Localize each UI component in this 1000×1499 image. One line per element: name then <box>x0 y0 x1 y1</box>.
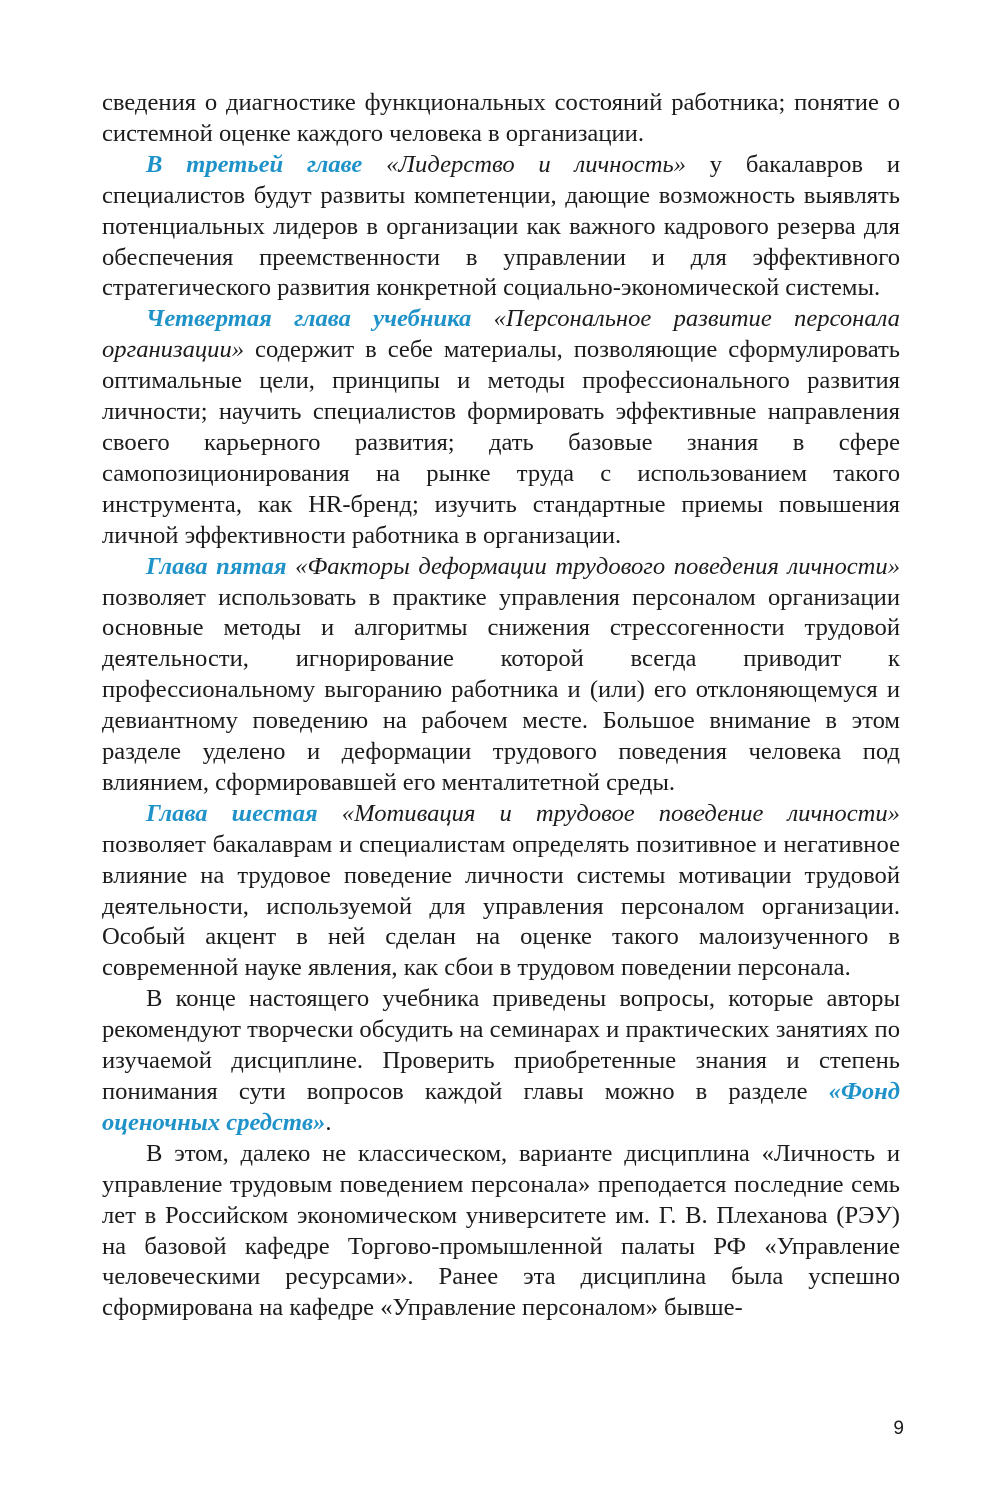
paragraph-text: содержит в себе материалы, позволяющие сформулировать оптимальные цели, принципы и методы профессионального развития личности; научить специалистов формировать эффективные направления своего карьерного развития; дать базовые знания в сфере самопозиционирования на рынке труда с использованием такого инструмента, как HR-бренд; изучить стандартные приемы повышения личной эффективности работника в организации. <box>102 336 900 549</box>
paragraph-end: . <box>325 1108 332 1136</box>
chapter-title: «Персональное развитие персонала организации» <box>102 305 900 364</box>
paragraph-text: сведения о диагностике функциональных состояний работника; понятие о системной оценке каждого человека в организации. <box>102 89 900 147</box>
chapter-lead: В третьей главе <box>146 150 363 178</box>
paragraph-text: у бакалавров и специалистов будут развиты компетенции, дающие возможность выявлять потенциальных лидеров в организации как важного кадрового резерва для обеспечения преемственности в управлении и для эффективного стратегического развития конкретной социально-экономической системы. <box>102 150 900 302</box>
section-reference: «Фонд оценочных средств» <box>102 1078 900 1136</box>
paragraph-chapter-4 <box>102 304 900 551</box>
chapter-title: «Факторы деформации трудового поведения личности» <box>286 552 901 580</box>
paragraph-chapter-3 <box>102 150 900 305</box>
chapter-title: «Лидерство и личность» <box>362 150 686 178</box>
page-body <box>102 88 900 1324</box>
paragraph-intro-continuation <box>102 88 900 150</box>
paragraph-text: В этом, далеко не классическом, варианте дисциплина «Личность и управление трудовым поведением персонала» преподается последние семь лет в Российском экономическом университете им. Г. В. Плеханова (РЭУ) на базовой кафедре Торгово-промышленной палаты РФ «Управление человеческими ресурсами». Ранее эта дисциплина была успешно сформирована на кафедре «Управление персоналом» бывше- <box>102 1139 900 1322</box>
paragraph-text: В конце настоящего учебника приведены вопросы, которые авторы рекомендуют творчески обсудить на семинарах и практических занятиях по изучаемой дисциплине. Проверить приобретенные знания и степень понимания сути вопросов каждой главы можно в разделе <box>102 985 900 1105</box>
paragraph-text: позволяет бакалаврам и специалистам определять позитивное и негативное влияние на трудовое поведение личности системы мотивации трудовой деятельности, используемой для управления персоналом организации. Особый акцент в ней сделан на оценке такого малоизученного в современной науке явления, как сбои в трудовом поведении персонала. <box>102 830 900 982</box>
paragraph-chapter-5 <box>102 552 900 799</box>
paragraph-questions <box>102 984 900 1139</box>
paragraph-text: позволяет использовать в практике управления персоналом организации основные методы и алгоритмы снижения стрессогенности трудовой деятельности, игнорирование которой всегда приводит к профессиональному выгоранию работника и (или) его отклоняющемуся и девиантному поведению на рабочем месте. Большое внимание в этом разделе уделено и деформации трудового поведения человека под влиянием, сформировавшей его менталитетной среды. <box>102 583 900 796</box>
chapter-lead: Глава шестая <box>146 799 318 827</box>
paragraph-chapter-6 <box>102 799 900 984</box>
page-number: 9 <box>893 1418 904 1439</box>
chapter-lead: Глава пятая <box>146 552 287 580</box>
chapter-title: «Мотивация и трудовое поведение личности» <box>317 799 900 827</box>
paragraph-discipline-history <box>102 1139 900 1324</box>
chapter-lead: Четвертая глава учебника <box>146 305 472 333</box>
